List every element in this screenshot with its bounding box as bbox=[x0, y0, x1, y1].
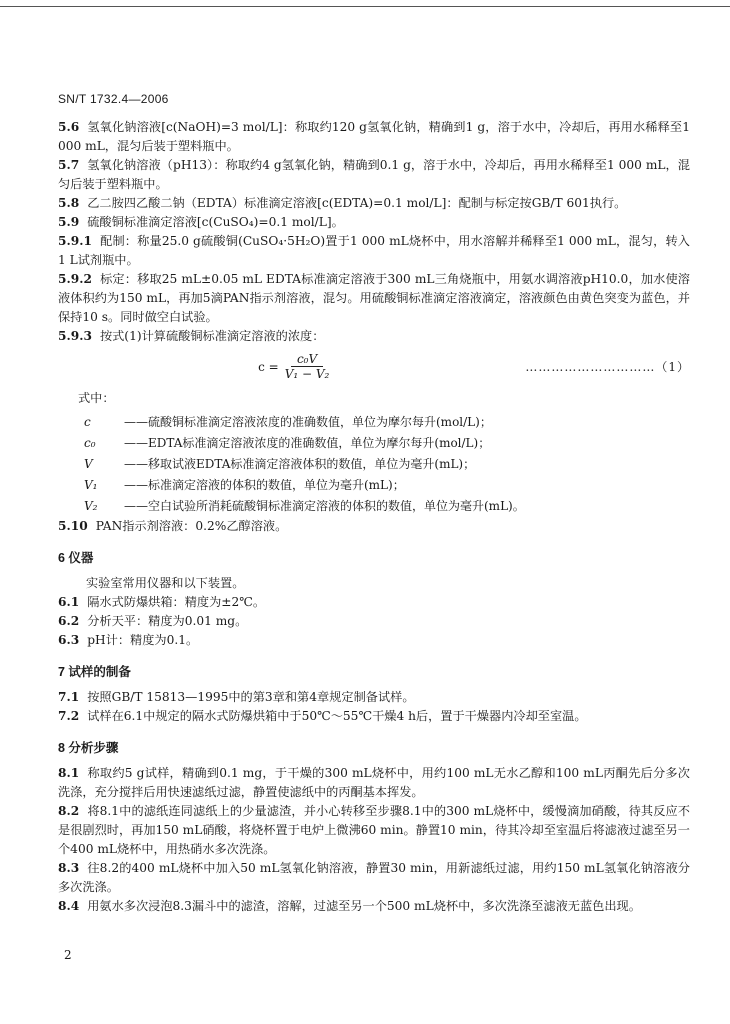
clause-5-9-3: 5.9.3 按式(1)计算硫酸铜标准滴定溶液的浓度： bbox=[58, 329, 325, 343]
section-6-title: 6 仪器 bbox=[58, 551, 94, 565]
clause-8-2: 8.2 将8.1中的滤纸连同滤纸上的少量滤渣，并小心转移至步骤8.1中的300 mL烧杯中，缓慢滴加硝酸，待其反应不是很剧烈时，再加150 mL硝酸，将烧杯置于电炉上微沸60 min。静置10 min，待其冷却至室温后将滤液过滤至另一个400 mL烧杯中，用热硝水多次洗涤。 bbox=[58, 804, 690, 856]
formula-number: …………………………（1） bbox=[525, 360, 690, 374]
page-number: 2 bbox=[64, 948, 72, 962]
variable-item: V₁ ——标准滴定溶液的体积的数值，单位为毫升(mL)； bbox=[84, 478, 405, 492]
section-8-title: 8 分析步骤 bbox=[58, 741, 119, 755]
clause-7-2: 7.2 试样在6.1中规定的隔水式防爆烘箱中于50℃～55℃干燥4 h后，置于干燥器内冷却至室温。 bbox=[58, 709, 587, 723]
formula-denominator: V₁ − V₂ bbox=[284, 367, 330, 381]
variable-item: V ——移取试液EDTA标准滴定溶液体积的数值，单位为毫升(mL)； bbox=[84, 457, 476, 471]
clause-5-9-2: 5.9.2 标定：移取25 mL±0.05 mL EDTA标准滴定溶液于300 mL三角烧瓶中，用氨水调溶液pH10.0，加水使溶液体积约为150 mL，再加5滴PAN指示剂溶液，混匀。用硫酸铜标准滴定溶液滴定，溶液颜色由黄色突变为蓝色，并保持10 s。同时做空白试验。 bbox=[58, 272, 690, 324]
section-7-title: 7 试样的制备 bbox=[58, 665, 131, 679]
variable-item: c₀ ——EDTA标准滴定溶液浓度的准确数值，单位为摩尔每升(mol/L)； bbox=[84, 436, 491, 450]
formula-numerator: c₀V bbox=[291, 352, 323, 367]
formula-fraction bbox=[285, 352, 330, 381]
clause-8-4: 8.4 用氨水多次浸泡8.3漏斗中的滤渣，溶解，过滤至另一个500 mL烧杯中，多次洗涤至滤液无蓝色出现。 bbox=[58, 899, 641, 913]
clause-6-3: 6.3 pH计：精度为0.1。 bbox=[58, 633, 199, 647]
document-body bbox=[58, 118, 690, 916]
where-label: 式中： bbox=[78, 391, 115, 405]
clause-5-9-1: 5.9.1 配制：称量25.0 g硫酸铜(CuSO₄·5H₂O)置于1 000 mL烧杯中，用水溶解并稀释至1 000 mL，混匀，转入1 L试剂瓶中。 bbox=[58, 234, 690, 267]
variable-item: V₂ ——空白试验所消耗硫酸铜标准滴定溶液的体积的数值，单位为毫升(mL)。 bbox=[84, 499, 525, 513]
section-6-intro: 实验室常用仪器和以下装置。 bbox=[86, 576, 245, 590]
clause-6-2: 6.2 分析天平：精度为0.01 mg。 bbox=[58, 614, 248, 628]
clause-6-1: 6.1 隔水式防爆烘箱：精度为±2℃。 bbox=[58, 595, 266, 609]
clause-5-7: 5.7 氢氧化钠溶液（pH13）：称取约4 g氢氧化钠，精确到0.1 g，溶于水中，冷却后，再用水稀释至1 000 mL，混匀后装于塑料瓶中。 bbox=[58, 158, 690, 191]
clause-5-10: 5.10 PAN指示剂溶液：0.2%乙醇溶液。 bbox=[58, 519, 288, 533]
clause-8-1: 8.1 称取约5 g试样，精确到0.1 mg，于干燥的300 mL烧杯中，用约100 mL无水乙醇和100 mL丙酮先后分多次洗涤，充分搅拌后用快速滤纸过滤，静置使滤纸中的丙酮基本挥发。 bbox=[58, 766, 690, 799]
clause-8-3: 8.3 往8.2的400 mL烧杯中加入50 mL氢氧化钠溶液，静置30 min，用新滤纸过滤，用约150 mL氢氧化钠溶液分多次洗涤。 bbox=[58, 861, 690, 894]
variable-item: c ——硫酸铜标准滴定溶液浓度的准确数值，单位为摩尔每升(mol/L)； bbox=[84, 415, 492, 429]
document-header: SN/T 1732.4—2006 bbox=[58, 92, 169, 106]
clause-5-6: 5.6 氢氧化钠溶液[c(NaOH)=3 mol/L]：称取约120 g氢氧化钠，精确到1 g，溶于水中，冷却后，再用水稀释至1 000 mL，混匀后装于塑料瓶中。 bbox=[58, 120, 690, 153]
clause-7-1: 7.1 按照GB/T 15813—1995中的第3章和第4章规定制备试样。 bbox=[58, 690, 415, 704]
formula-lhs: c = bbox=[258, 359, 279, 374]
clause-5-9: 5.9 硫酸铜标准滴定溶液[c(CuSO₄)=0.1 mol/L]。 bbox=[58, 215, 344, 229]
clause-5-8: 5.8 乙二胺四乙酸二钠（EDTA）标准滴定溶液[c(EDTA)=0.1 mol/L]：配制与标定按GB/T 601执行。 bbox=[58, 196, 627, 210]
variable-list bbox=[84, 412, 690, 517]
top-rule bbox=[0, 6, 730, 7]
formula-1 bbox=[58, 352, 690, 381]
